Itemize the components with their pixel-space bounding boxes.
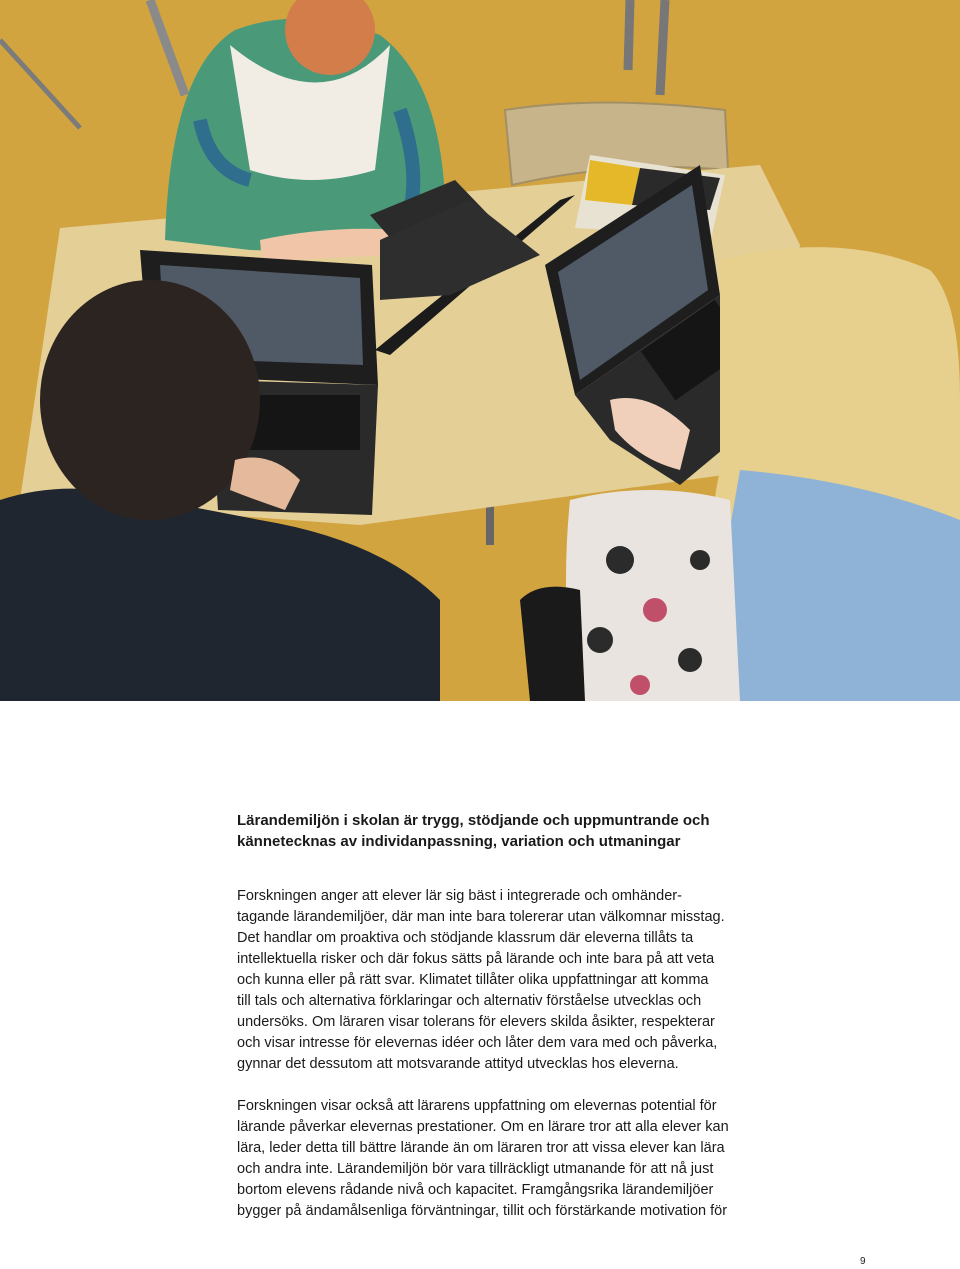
paragraph-line: lära, leder detta till bättre lärande än om läraren tror att vissa elever kan lära (237, 1140, 725, 1156)
boy-hair (40, 280, 260, 520)
page-number: 9 (860, 1256, 866, 1267)
section-heading (237, 810, 797, 852)
chair-leg (628, 0, 630, 70)
girl-right-skirt (566, 490, 740, 701)
paragraph-line: Forskningen visar också att lärarens uppfattning om elevernas potential för (237, 1098, 717, 1114)
heading-line: kännetecknas av individanpassning, variation och utmaningar (237, 833, 681, 850)
chair-leg (660, 0, 665, 95)
paragraph-line: och kunna eller på rätt svar. Klimatet tillåter olika uppfattningar att komma (237, 972, 709, 988)
article-content (237, 810, 797, 1222)
paragraph-line: bortom elevens rådande nivå och kapacitet. Framgångsrika lärandemiljöer (237, 1182, 714, 1198)
paragraph-line: och andra inte. Lärandemiljön bör vara tillräckligt utmanande för att nå just (237, 1161, 714, 1177)
heading-line: Lärandemiljön i skolan är trygg, stödjande och uppmuntrande och (237, 812, 710, 829)
paragraph-line: och visar intresse för elevernas idéer och låter dem vara med och påverka, (237, 1035, 718, 1051)
paragraph-line: undersöks. Om läraren visar tolerans för elevers skilda åsikter, respekterar (237, 1014, 715, 1030)
paragraph-line: lärande påverkar elevernas prestationer. Om en lärare tror att alla elever kan (237, 1119, 729, 1135)
paragraph-line: gynnar det dessutom att motsvarande attityd utvecklas hos eleverna. (237, 1056, 679, 1072)
paragraph-1 (237, 886, 797, 1075)
paragraph-line: till tals och alternativa förklaringar och alternativ förståelse utvecklas och (237, 993, 702, 1009)
paragraph-line: bygger på ändamålsenliga förväntningar, tillit och förstärkande motivation för (237, 1203, 728, 1219)
paragraph-line: tagande lärandemiljöer, där man inte bara tolererar utan välkomnar misstag. (237, 909, 725, 925)
paragraph-line: Det handlar om proaktiva och stödjande klassrum där eleverna tillåts ta (237, 930, 694, 946)
paragraph-2 (237, 1096, 797, 1222)
paragraph-line: Forskningen anger att elever lär sig bäst i integrerade och omhänder- (237, 888, 682, 904)
paragraph-line: intellektuella risker och där fokus sätts på lärande och inte bara på att veta (237, 951, 715, 967)
